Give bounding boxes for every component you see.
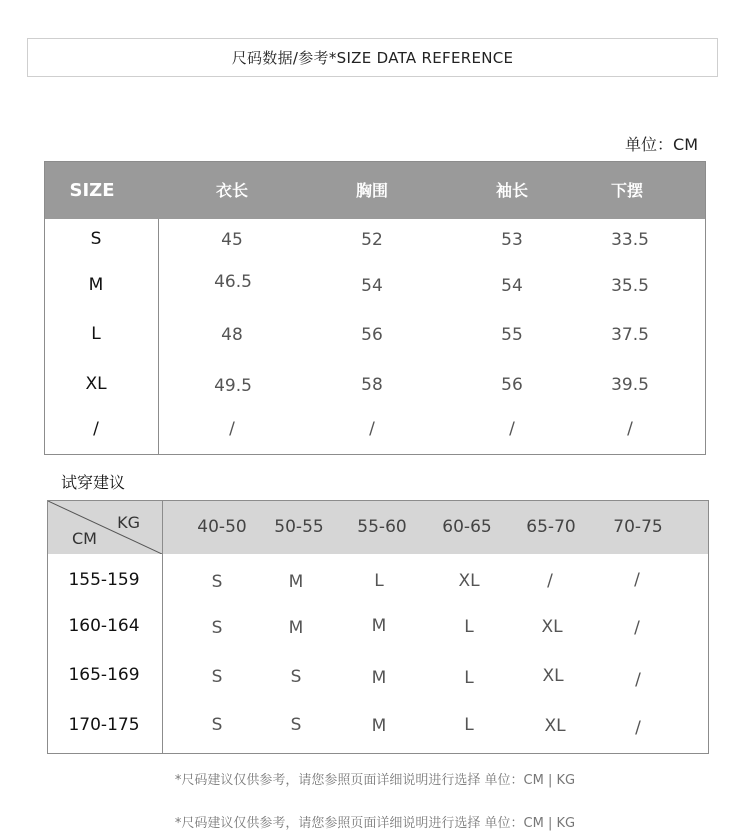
size-table-divider xyxy=(158,219,159,454)
size-cell: 55 xyxy=(501,325,523,345)
fit-cell: / xyxy=(635,718,641,738)
fit-cell: M xyxy=(288,572,304,592)
weight-column-header: 55-60 xyxy=(357,517,407,537)
fit-cell: / xyxy=(635,670,641,690)
fit-cell: M xyxy=(371,668,387,688)
weight-column-header: 50-55 xyxy=(274,517,324,537)
height-row-label: 155-159 xyxy=(68,570,140,590)
weight-column-header: 70-75 xyxy=(613,517,663,537)
fit-cell: M xyxy=(371,716,387,736)
size-cell: 49.5 xyxy=(214,376,252,396)
size-cell: 35.5 xyxy=(611,276,649,296)
unit-label: 单位：CM xyxy=(625,135,698,154)
footnote: *尺码建议仅供参考，请您参照页面详细说明进行选择 单位：CM | KG xyxy=(174,773,576,788)
size-table xyxy=(44,161,706,455)
size-row-label: L xyxy=(91,324,101,344)
fit-cell: S xyxy=(211,572,223,592)
corner-cm-label: CM xyxy=(72,529,97,548)
fit-cell: XL xyxy=(542,666,564,686)
size-cell: 54 xyxy=(501,276,523,296)
size-cell: 46.5 xyxy=(214,272,252,292)
size-cell: 56 xyxy=(501,375,523,395)
header-chest: 胸围 xyxy=(355,181,389,200)
fit-cell: / xyxy=(634,618,640,638)
size-cell: / xyxy=(229,419,235,439)
corner-diagonal-line xyxy=(48,501,162,554)
fit-table-divider xyxy=(162,501,163,753)
size-cell: 37.5 xyxy=(611,325,649,345)
size-cell: / xyxy=(509,419,515,439)
fit-cell: XL xyxy=(458,571,480,591)
fit-cell: M xyxy=(288,618,304,638)
size-cell: 39.5 xyxy=(611,375,649,395)
header-length: 衣长 xyxy=(215,181,249,200)
fit-cell: L xyxy=(374,571,384,591)
height-row-label: 160-164 xyxy=(68,616,140,636)
fit-cell: XL xyxy=(541,617,563,637)
header-corner-cell xyxy=(48,501,162,554)
fit-table xyxy=(47,500,709,754)
fit-cell: / xyxy=(634,570,640,590)
weight-column-header: 65-70 xyxy=(526,517,576,537)
size-cell: 54 xyxy=(361,276,383,296)
fit-cell: S xyxy=(211,618,223,638)
footnote-repeat: *尺码建议仅供参考，请您参照页面详细说明进行选择 单位：CM | KG xyxy=(174,816,576,831)
fit-cell: L xyxy=(464,617,474,637)
header-size: SIZE xyxy=(69,180,115,201)
size-cell: / xyxy=(369,419,375,439)
size-cell: / xyxy=(627,419,633,439)
header-sleeve: 袖长 xyxy=(495,181,529,200)
weight-column-header: 40-50 xyxy=(197,517,247,537)
size-row-label: XL xyxy=(85,374,107,394)
height-row-label: 165-169 xyxy=(68,665,140,685)
size-row-label: M xyxy=(88,275,104,295)
header-hem: 下摆 xyxy=(610,181,644,200)
fit-cell: L xyxy=(464,715,474,735)
fit-cell: S xyxy=(211,667,223,687)
fit-section-title: 试穿建议 xyxy=(61,473,126,492)
size-cell: 56 xyxy=(361,325,383,345)
size-table-header xyxy=(45,162,705,219)
size-cell: 48 xyxy=(221,325,243,345)
fit-cell: L xyxy=(464,668,474,688)
size-cell: 58 xyxy=(361,375,383,395)
fit-cell: / xyxy=(547,571,553,591)
size-row-label: S xyxy=(90,229,102,249)
page-title: 尺码数据/参考*SIZE DATA REFERENCE xyxy=(231,49,514,67)
size-cell: 52 xyxy=(361,230,383,250)
size-cell: 45 xyxy=(221,230,243,250)
fit-cell: S xyxy=(211,715,223,735)
size-cell: 33.5 xyxy=(611,230,649,250)
size-data-title-box xyxy=(27,38,718,77)
size-row-label: / xyxy=(93,419,99,439)
height-row-label: 170-175 xyxy=(68,715,140,735)
corner-kg-label: KG xyxy=(117,513,140,532)
fit-cell: S xyxy=(290,715,302,735)
weight-column-header: 60-65 xyxy=(442,517,492,537)
fit-cell: XL xyxy=(544,716,566,736)
size-cell: 53 xyxy=(501,230,523,250)
fit-cell: S xyxy=(290,667,302,687)
fit-cell: M xyxy=(371,616,387,636)
